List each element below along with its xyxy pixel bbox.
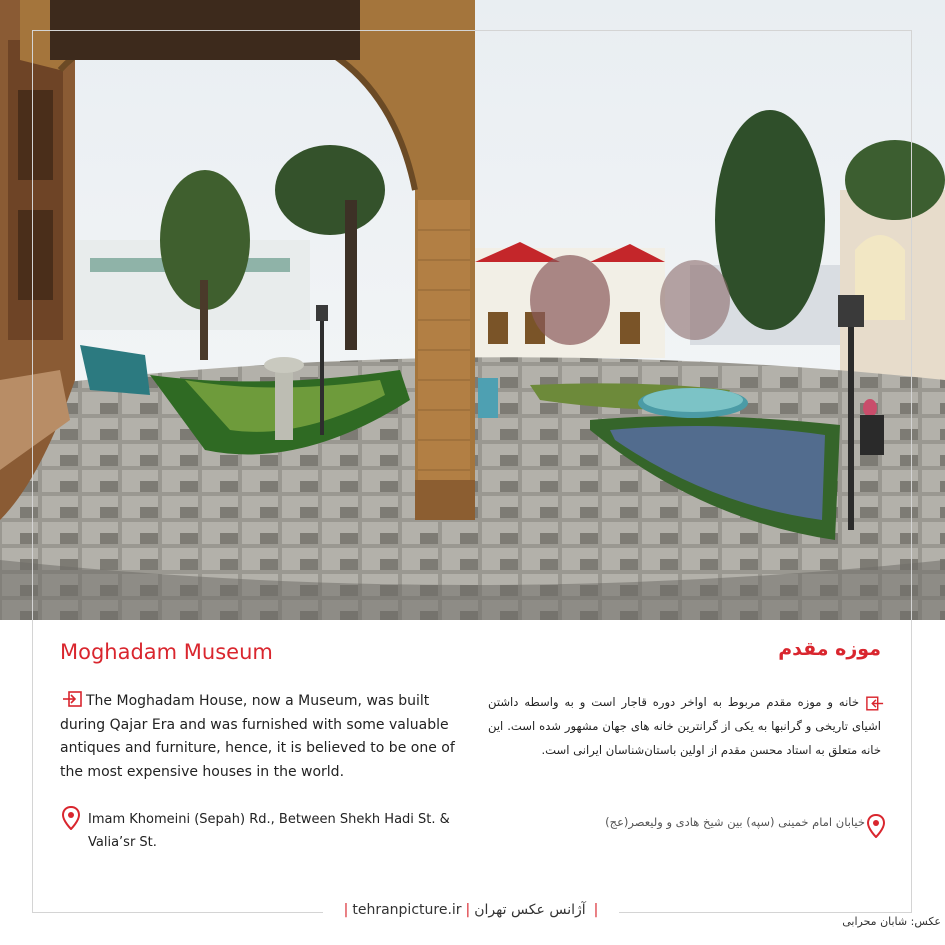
footer-agency-name: آژانس عکس تهران <box>474 902 586 918</box>
title-english: Moghadam Museum <box>60 640 273 664</box>
photo-credit: عکس: شابان محرابی <box>842 915 941 928</box>
footer-separator-left: | <box>343 902 349 918</box>
title-persian: موزه مقدم <box>778 638 881 660</box>
frame-left-line <box>32 30 33 913</box>
location-pin-icon-fa <box>866 814 886 842</box>
footer-separator-middle: | <box>465 902 471 918</box>
address-persian: خیابان امام خمینی (سپه) بین شیخ هادی و ولیعصر(عج) <box>605 815 865 829</box>
location-pin-icon <box>61 806 81 834</box>
description-english: The Moghadam House, now a Museum, was built during Qajar Era and was furnished with some valuable antiques and furniture, hence, it is believed to be one of the most expensive houses in the world. <box>60 693 455 780</box>
address-english: Imam Khomeini (Sepah) Rd., Between Shekh Hadi St. & Valia’sr St. <box>88 812 450 850</box>
footer-branding <box>323 899 619 921</box>
footer-separator-right: | <box>593 902 599 918</box>
frame-right-line <box>911 30 912 913</box>
footer-site-link[interactable]: tehranpicture.ir <box>352 902 462 918</box>
description-persian: خانه و موزه مقدم مربوط به اواخر دوره قاجار است و به واسطه داشتن اشیای تاریخی و گرانبها به یکی از گرانترین خانه های جهان مشهور شده است. این خانه متعلق به استاد محسن مقدم از اولین باستان‌شناسان ایرانی است. <box>488 695 881 757</box>
frame-top-line <box>32 30 912 31</box>
